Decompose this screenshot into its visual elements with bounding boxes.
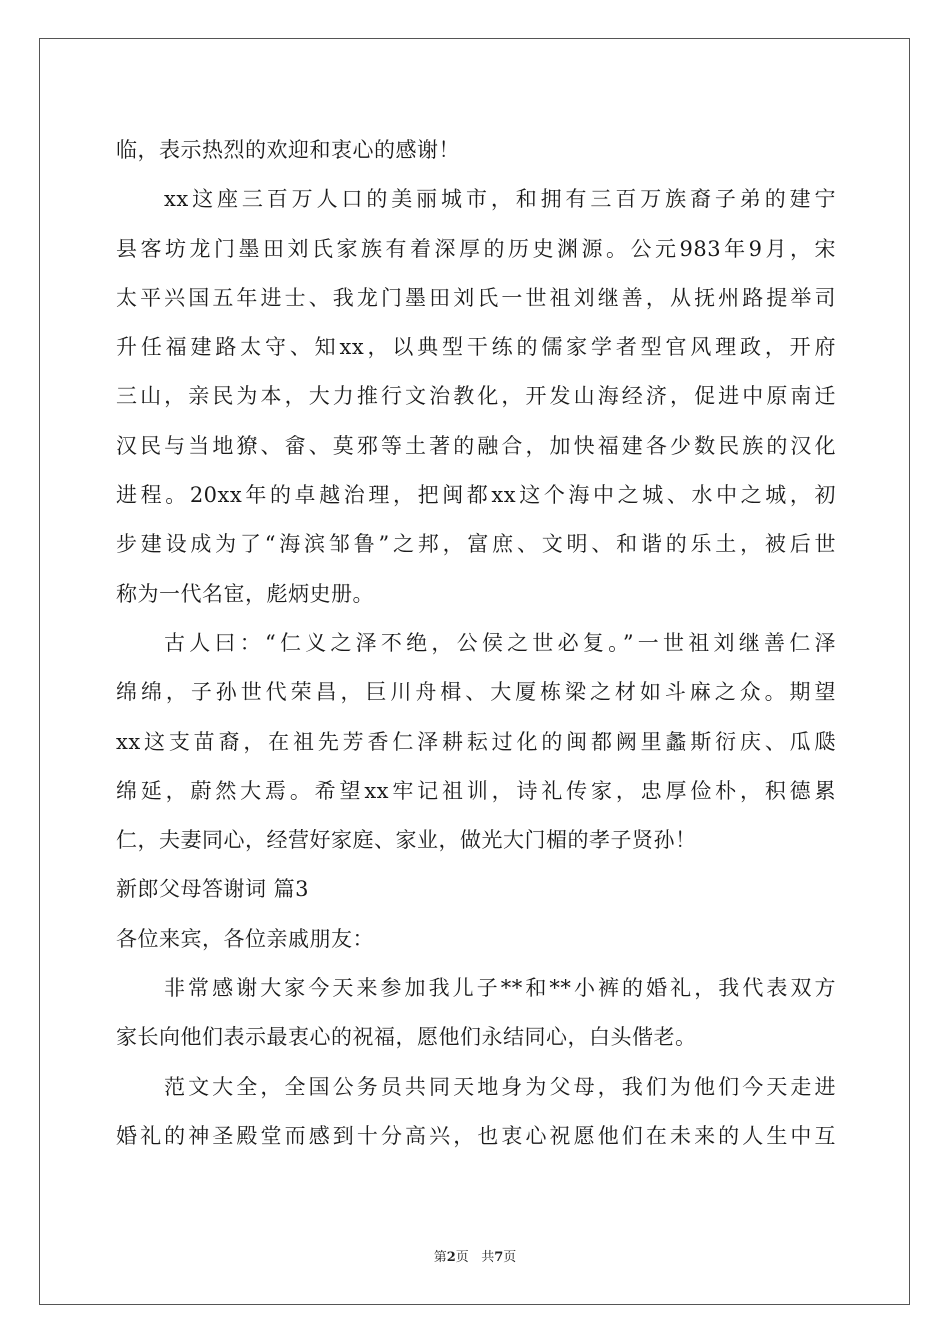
paragraph-line: 进程。20xx年的卓越治理，把闽都xx这个海中之城、水中之城，初	[116, 483, 836, 508]
paragraph-line: 家长向他们表示最衷心的祝福，愿他们永结同心，白头偕老。	[116, 1025, 697, 1050]
paragraph-line: 汉民与当地獠、畲、莫邪等土著的融合，加快福建各少数民族的汉化	[116, 433, 836, 458]
paragraph-line: 绵绵，子孙世代荣昌，巨川舟楫、大厦栋梁之材如斗麻之众。期望	[116, 680, 836, 705]
document-body	[116, 126, 836, 1161]
paragraph-line: 范文大全，全国公务员共同天地身为父母，我们为他们今天走进	[164, 1074, 836, 1099]
paragraph-line: 临，表示热烈的欢迎和衷心的感谢！	[116, 138, 460, 162]
salutation: 各位来宾，各位亲戚朋友：	[116, 926, 374, 951]
paragraph-line: 绵延，蔚然大焉。希望xx牢记祖训，诗礼传家，忠厚俭朴，积德累	[116, 778, 836, 803]
paragraph-line: 婚礼的神圣殿堂而感到十分高兴，也衷心祝愿他们在未来的人生中互	[116, 1123, 836, 1148]
paragraph-line: xx这座三百万人口的美丽城市，和拥有三百万族裔子弟的建宁	[164, 187, 836, 212]
paragraph-line: 非常感谢大家今天来参加我儿子**和**小裤的婚礼，我代表双方	[164, 976, 836, 1001]
paragraph-line: 步建设成为了“海滨邹鲁”之邦，富庶、文明、和谐的乐土，被后世	[116, 532, 836, 557]
total-page-count: 7	[494, 1250, 504, 1265]
paragraph-line: 古人曰：“仁义之泽不绝，公侯之世必复。”一世祖刘继善仁泽	[164, 630, 836, 655]
paragraph-line: 升任福建路太守、知xx，以典型干练的儒家学者型官风理政，开府	[116, 335, 836, 360]
current-page-number: 2	[446, 1250, 456, 1265]
paragraph-line: 太平兴国五年进士、我龙门墨田刘氏一世祖刘继善，从抚州路提举司	[116, 285, 836, 310]
page-suffix: 页	[455, 1250, 469, 1265]
section-heading: 新郎父母答谢词 篇3	[116, 877, 310, 902]
paragraph-line: 县客坊龙门墨田刘氏家族有着深厚的历史渊源。公元983年9月，宋	[116, 236, 836, 261]
page-prefix: 第	[433, 1250, 447, 1265]
paragraph-line: 三山，亲民为本，大力推行文治教化，开发山海经济，促进中原南迁	[116, 384, 836, 409]
paragraph-line: xx这支苗裔，在祖先芳香仁泽耕耘过化的闽都阙里蠡斯衍庆、瓜瓞	[116, 729, 836, 754]
page-footer	[0, 1246, 950, 1265]
paragraph-line: 称为一代名宦，彪炳史册。	[116, 581, 374, 606]
paragraph-line: 仁，夫妻同心，经营好家庭、家业，做光大门楣的孝子贤孙！	[116, 828, 697, 853]
total-suffix: 页	[503, 1250, 517, 1265]
total-prefix: 共	[481, 1250, 495, 1265]
